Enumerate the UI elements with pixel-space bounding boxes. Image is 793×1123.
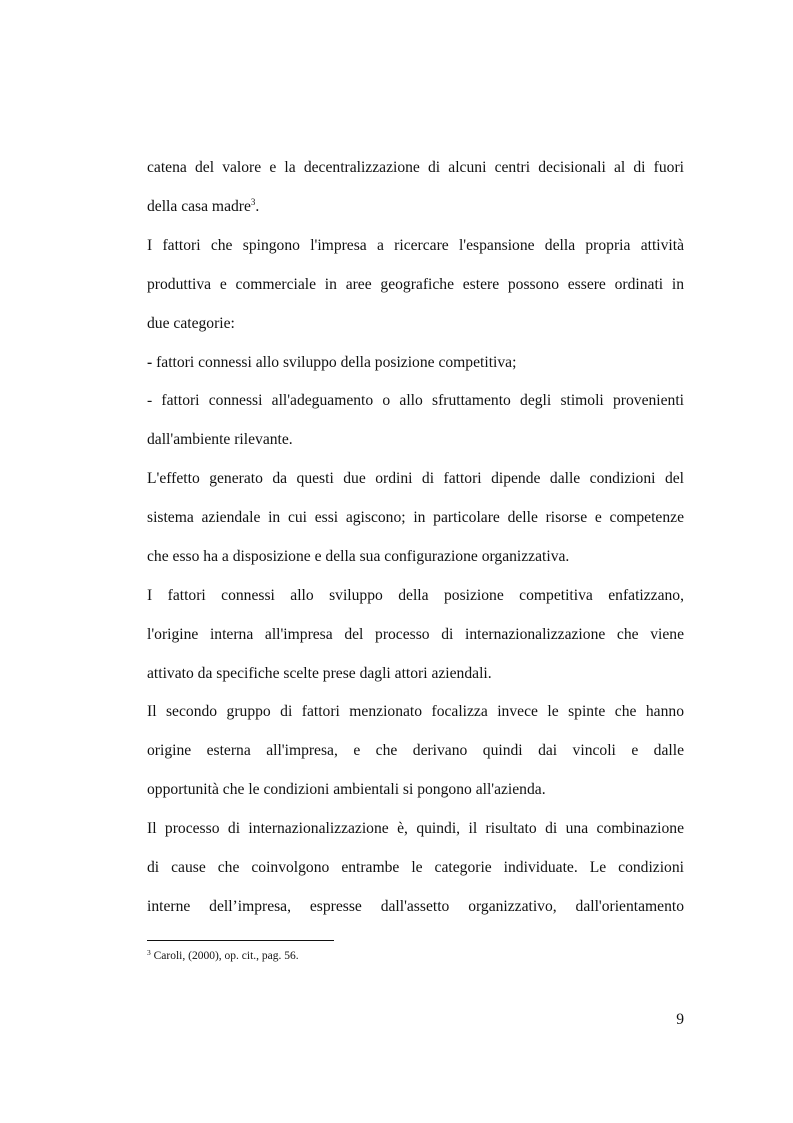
body-line: due categorie: bbox=[147, 315, 235, 332]
body-line: I fattori connessi allo sviluppo della posizione competitiva enfatizzano, bbox=[147, 587, 684, 604]
footnote bbox=[147, 948, 684, 964]
body-line: catena del valore e la decentralizzazione di alcuni centri decisionali al di fuori bbox=[147, 159, 684, 176]
body-line: I fattori che spingono l'impresa a ricercare l'espansione della propria attività bbox=[147, 237, 684, 254]
body-line: produttiva e commerciale in aree geografiche estere possono essere ordinati in bbox=[147, 276, 684, 293]
list-item bbox=[147, 353, 684, 373]
footnote-text: Caroli, (2000), op. cit., pag. 56. bbox=[150, 950, 299, 962]
body-line: origine esterna all'impresa, e che derivano quindi dai vincoli e dalle bbox=[147, 742, 684, 759]
footnote-reference[interactable]: 3 bbox=[250, 197, 256, 207]
body-line: che esso ha a disposizione e della sua configurazione organizzativa. bbox=[147, 548, 570, 565]
body-line: L'effetto generato da questi due ordini di fattori dipende dalle condizioni del bbox=[147, 470, 684, 487]
body-line: Il processo di internazionalizzazione è, quindi, il risultato di una combinazione bbox=[147, 820, 684, 837]
body-line: dall'ambiente rilevante. bbox=[147, 431, 293, 448]
body-line: sistema aziendale in cui essi agiscono; in particolare delle risorse e competenze bbox=[147, 509, 684, 526]
body-line: Il secondo gruppo di fattori menzionato focalizza invece le spinte che hanno bbox=[147, 703, 684, 720]
footnote-divider bbox=[147, 940, 334, 941]
footnote-number: 3 bbox=[147, 948, 151, 957]
body-line: attivato da specifiche scelte prese dagli attori aziendali. bbox=[147, 665, 492, 682]
list-dash: - bbox=[147, 354, 153, 371]
body-line: interne dell’impresa, espresse dall'assetto organizzativo, dall'orientamento bbox=[147, 898, 684, 915]
page-number: 9 bbox=[676, 1011, 684, 1028]
body-line-punctuation: . bbox=[255, 198, 260, 215]
list-item-text: fattori connessi allo sviluppo della posizione competitiva; bbox=[152, 354, 517, 371]
body-line: opportunità che le condizioni ambientali si pongono all'azienda. bbox=[147, 781, 546, 798]
list-item: - fattori connessi all'adeguamento o allo sfruttamento degli stimoli provenienti bbox=[147, 392, 684, 409]
body-line-text: della casa madre bbox=[147, 198, 251, 215]
body-line bbox=[147, 197, 684, 217]
body-line: di cause che coinvolgono entrambe le categorie individuate. Le condizioni bbox=[147, 859, 684, 876]
body-line: l'origine interna all'impresa del processo di internazionalizzazione che viene bbox=[147, 626, 684, 643]
